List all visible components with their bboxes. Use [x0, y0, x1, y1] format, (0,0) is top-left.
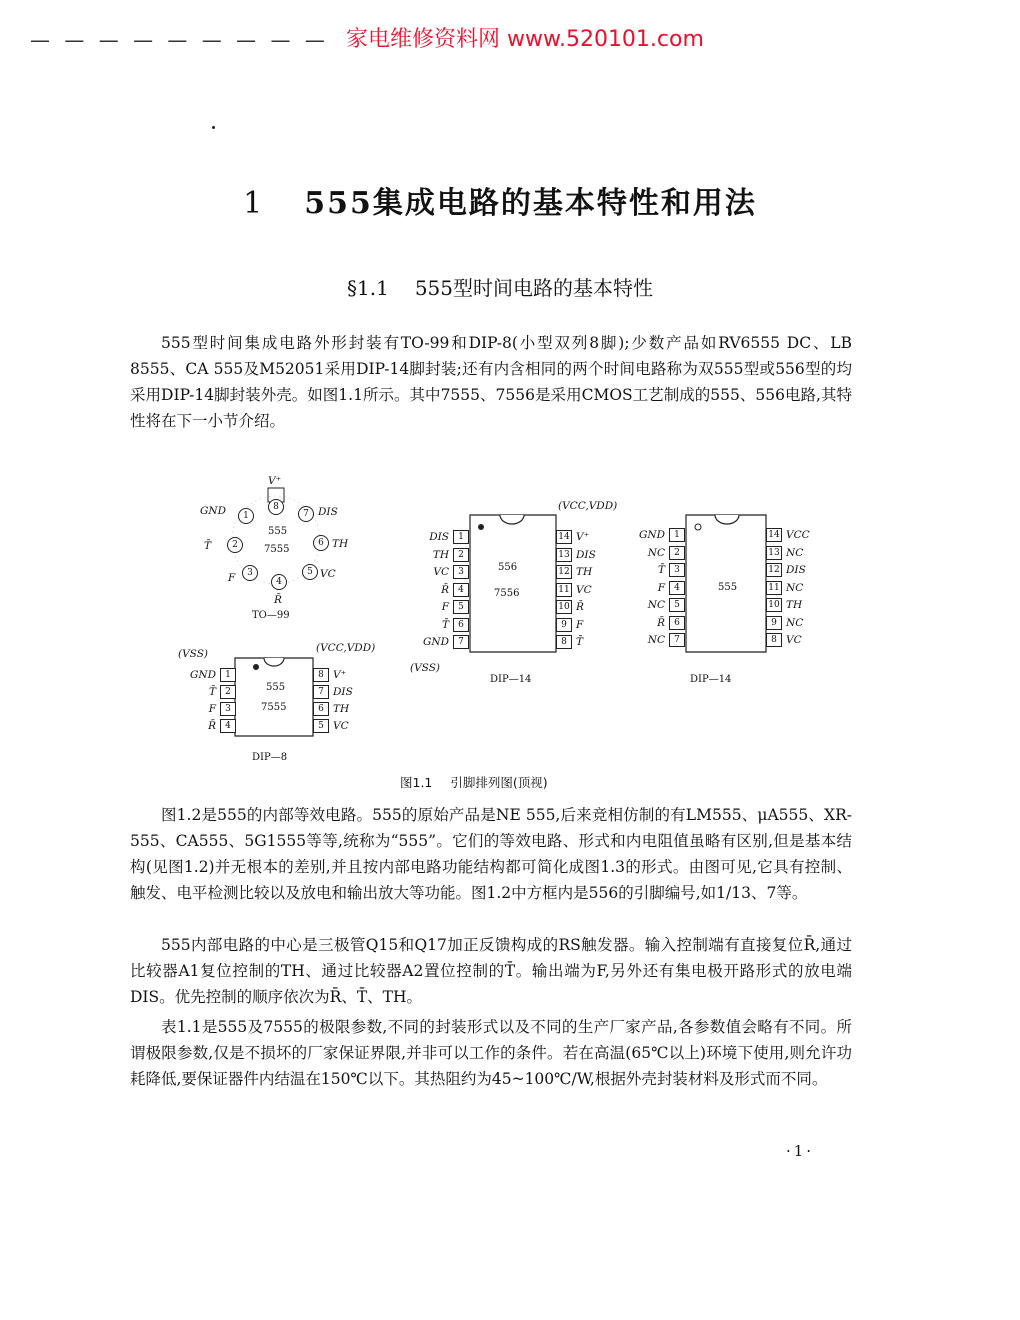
paragraph-4: 表1.1是555及7555的极限参数,不同的封装形式以及不同的生产厂家产品,各参数值会略有不同。所谓极限参数,仅是不损坏的厂家保证界限,并非可以工作的条件。若在高温(65℃以上)环境下使用,则允许功耗降低,要保证器件内结温在150℃以下。其热阻约为45~100℃/W,根据外壳封装材料及形式而不同。 — [130, 1018, 852, 1088]
dip556-chip-7556: 7556 — [494, 588, 520, 599]
to99-gnd-label: GND — [200, 505, 226, 517]
dip556-right-pin: 8 — [556, 635, 572, 649]
dip556-left-pin: 5 — [453, 600, 469, 614]
dip8-chip-7555: 7555 — [261, 702, 287, 713]
dip555-right-label: VCC — [786, 529, 810, 541]
to99-pin-4: 4 — [271, 574, 287, 590]
dip555-chip-555: 555 — [718, 582, 738, 593]
dip8-chip-555: 555 — [266, 682, 286, 693]
dip8-right-pin: 7 — [313, 685, 329, 699]
figure-caption-number: 图1.1 — [400, 775, 433, 790]
dip8-left-pin: 4 — [220, 719, 236, 733]
to99-vplus-label: V⁺ — [268, 475, 282, 487]
dip556-left-pin: 7 — [453, 635, 469, 649]
dip8-right-label: TH — [333, 703, 350, 715]
paragraph-3: 555内部电路的中心是三极管Q15和Q17加正反馈构成的RS触发器。输入控制端有直接复位R̄,通过比较器A1复位控制的TH、通过比较器A2置位控制的T̄。输出端为F,另外还有集电极开路形式的放电端DIS。优先控制的顺序依次为R̄、T̄、TH。 — [130, 936, 852, 1006]
dip556-left-label: F — [441, 601, 449, 613]
dip555-right-label: TH — [786, 599, 803, 611]
dip8-right-label: DIS — [333, 686, 353, 698]
to99-pin-8: 8 — [268, 499, 284, 515]
figure-caption — [400, 773, 548, 791]
dip556-left-pin: 1 — [453, 530, 469, 544]
page-header — [30, 22, 720, 52]
dip556-chip-556: 556 — [498, 562, 518, 573]
dip555-left-pin: 1 — [669, 528, 685, 542]
dip555-left-label: R̄ — [657, 616, 665, 629]
dip8-right-pin: 5 — [313, 719, 329, 733]
to99-vc-label: VC — [320, 568, 336, 580]
chapter-title: 555集成电路的基本特性和用法 — [304, 186, 757, 221]
dip555-right-pin: 12 — [766, 563, 782, 577]
dip556-right-pin: 9 — [556, 618, 572, 632]
dip8-left-label: GND — [190, 669, 216, 681]
stray-dot — [212, 126, 215, 129]
to99-th-label: TH — [332, 538, 349, 550]
to99-dis-label: DIS — [318, 506, 338, 518]
dip555-right-pin: 8 — [766, 633, 782, 647]
dip555-left-pin: 3 — [669, 563, 685, 577]
dip8-left-label: T̄ — [208, 686, 216, 698]
dip556-right-label: T̄ — [576, 636, 584, 648]
dip555-left-pin: 6 — [669, 616, 685, 630]
dip556-right-pin: 10 — [556, 600, 572, 614]
to99-pin-7: 7 — [298, 506, 314, 522]
dip8-left-label: R̄ — [208, 720, 216, 732]
dip555-left-pin: 7 — [669, 633, 685, 647]
dip556-right-label: VC — [576, 583, 592, 596]
to99-package-name: TO—99 — [252, 610, 290, 621]
dip556-right-label: F — [576, 618, 584, 631]
dip555-right-label: VC — [786, 634, 802, 646]
dip555-left-label: NC — [647, 599, 665, 611]
dip8-left-pin: 3 — [220, 702, 236, 716]
dip556-right-pin: 11 — [556, 583, 572, 597]
page-number: ·1· — [786, 1142, 815, 1160]
to99-tbar-label: T̄ — [204, 540, 212, 552]
dip556-right-label: DIS — [576, 548, 596, 561]
paragraph-2: 图1.2是555的内部等效电路。555的原始产品是NE 555,后来竞相仿制的有LM555、μA555、XR-555、CA555、5G1555等等,统称为“555”。它们的等效电路、形式和内电阻值虽略有区别,但是基本结构(见图1.2)并无根本的差别,并且按内部电路功能结构都可简化成图1.3的形式。由图可见,它具有控制、触发、电平检测比较以及放电和输出放大等功能。图1.2中方框内是556的引脚编号,如1/13、7等。 — [130, 806, 852, 902]
dip555-right-pin: 14 — [766, 528, 782, 542]
dip556-left-label: DIS — [429, 531, 449, 543]
dip556-vcc-label: (VCC,VDD) — [558, 500, 618, 512]
dip556-left-label: VC — [433, 566, 449, 578]
dip556-right-pin: 14 — [556, 530, 572, 544]
to99-pin-1: 1 — [238, 508, 254, 524]
dip555-package-name: DIP—14 — [690, 674, 732, 685]
section-heading — [0, 272, 1000, 301]
section-title: 555型时间电路的基本特性 — [414, 276, 653, 300]
to99-f-label: F — [228, 572, 236, 584]
to99-pin-6: 6 — [313, 535, 329, 551]
dip556-package-name: DIP—14 — [490, 674, 532, 685]
dip8-right-label: VC — [333, 720, 349, 732]
dip555-right-pin: 11 — [766, 581, 782, 595]
dip555-right-pin: 10 — [766, 598, 782, 612]
dip556-vss-label: (VSS) — [410, 662, 440, 674]
dip555-right-label: DIS — [786, 564, 806, 576]
to99-pin-5: 5 — [302, 564, 318, 580]
paragraph-1: 555型时间集成电路外形封装有TO-99和DIP-8(小型双列8脚);少数产品如RV6555 DC、LB 8555、CA 555及M52051采用DIP-14脚封装;还有内含相同的两个时间电路称为双555型或556型的均采用DIP-14脚封装外壳。如图1.1所示。其中7555、7556是采用CMOS工艺制成的555、556电路,其特性将在下一小节介绍。 — [130, 334, 852, 430]
dip556-left-pin: 3 — [453, 565, 469, 579]
dip556-left-pin: 2 — [453, 548, 469, 562]
dip556-right-label: R̄ — [576, 601, 584, 613]
to99-pin-3: 3 — [242, 565, 258, 581]
dip555-right-label: NC — [786, 546, 804, 559]
dip555-right-label: NC — [786, 581, 804, 594]
dip556-left-pin: 4 — [453, 583, 469, 597]
to99-pin-2: 2 — [227, 537, 243, 553]
dip556-right-pin: 12 — [556, 565, 572, 579]
figure-pinout — [160, 460, 860, 763]
section-number: §1.1 — [347, 276, 389, 300]
dip556-right-label: TH — [576, 566, 593, 578]
dip556-left-label: GND — [423, 636, 449, 648]
dip555-left-label: NC — [647, 546, 665, 559]
dip8-right-pin: 8 — [313, 668, 329, 682]
dip555-left-pin: 5 — [669, 598, 685, 612]
dip555-left-pin: 2 — [669, 546, 685, 560]
dip556-right-label: V⁺ — [576, 531, 590, 543]
chapter-heading — [0, 178, 1000, 222]
dip8-left-pin: 1 — [220, 668, 236, 682]
dip555-right-pin: 9 — [766, 616, 782, 630]
dip8-left-label: F — [208, 703, 216, 715]
dip556-left-pin: 6 — [453, 618, 469, 632]
to99-chip-555: 555 — [268, 526, 288, 537]
to99-chip-7555: 7555 — [264, 544, 290, 555]
figure-caption-text: 引脚排列图(顶视) — [450, 775, 548, 790]
header-dashes: — — — — — — — — — — [30, 28, 329, 52]
dip555-left-pin: 4 — [669, 581, 685, 595]
dip555-left-label: F — [657, 581, 665, 594]
dip8-vss-label: (VSS) — [178, 648, 208, 660]
dip8-vcc-label: (VCC,VDD) — [316, 642, 376, 654]
header-site-text: 家电维修资料网 www.520101.com — [346, 27, 704, 52]
dip555-left-label: T̄ — [657, 564, 665, 576]
dip8-package-name: DIP—8 — [252, 752, 288, 763]
dip555-left-label: NC — [647, 634, 665, 646]
dip555-right-label: NC — [786, 616, 804, 629]
dip8-right-pin: 6 — [313, 702, 329, 716]
dip555-right-pin: 13 — [766, 546, 782, 560]
dip8-left-pin: 2 — [220, 685, 236, 699]
dip555-left-label: GND — [639, 529, 665, 541]
dip8-right-label: V⁺ — [333, 669, 347, 681]
dip556-left-label: R̄ — [441, 583, 449, 596]
dip556-right-pin: 13 — [556, 548, 572, 562]
dip556-left-label: T̄ — [441, 618, 449, 631]
to99-rbar-label: R̄ — [274, 594, 282, 606]
dip556-left-label: TH — [432, 548, 449, 561]
chapter-number: 1 — [243, 186, 265, 221]
